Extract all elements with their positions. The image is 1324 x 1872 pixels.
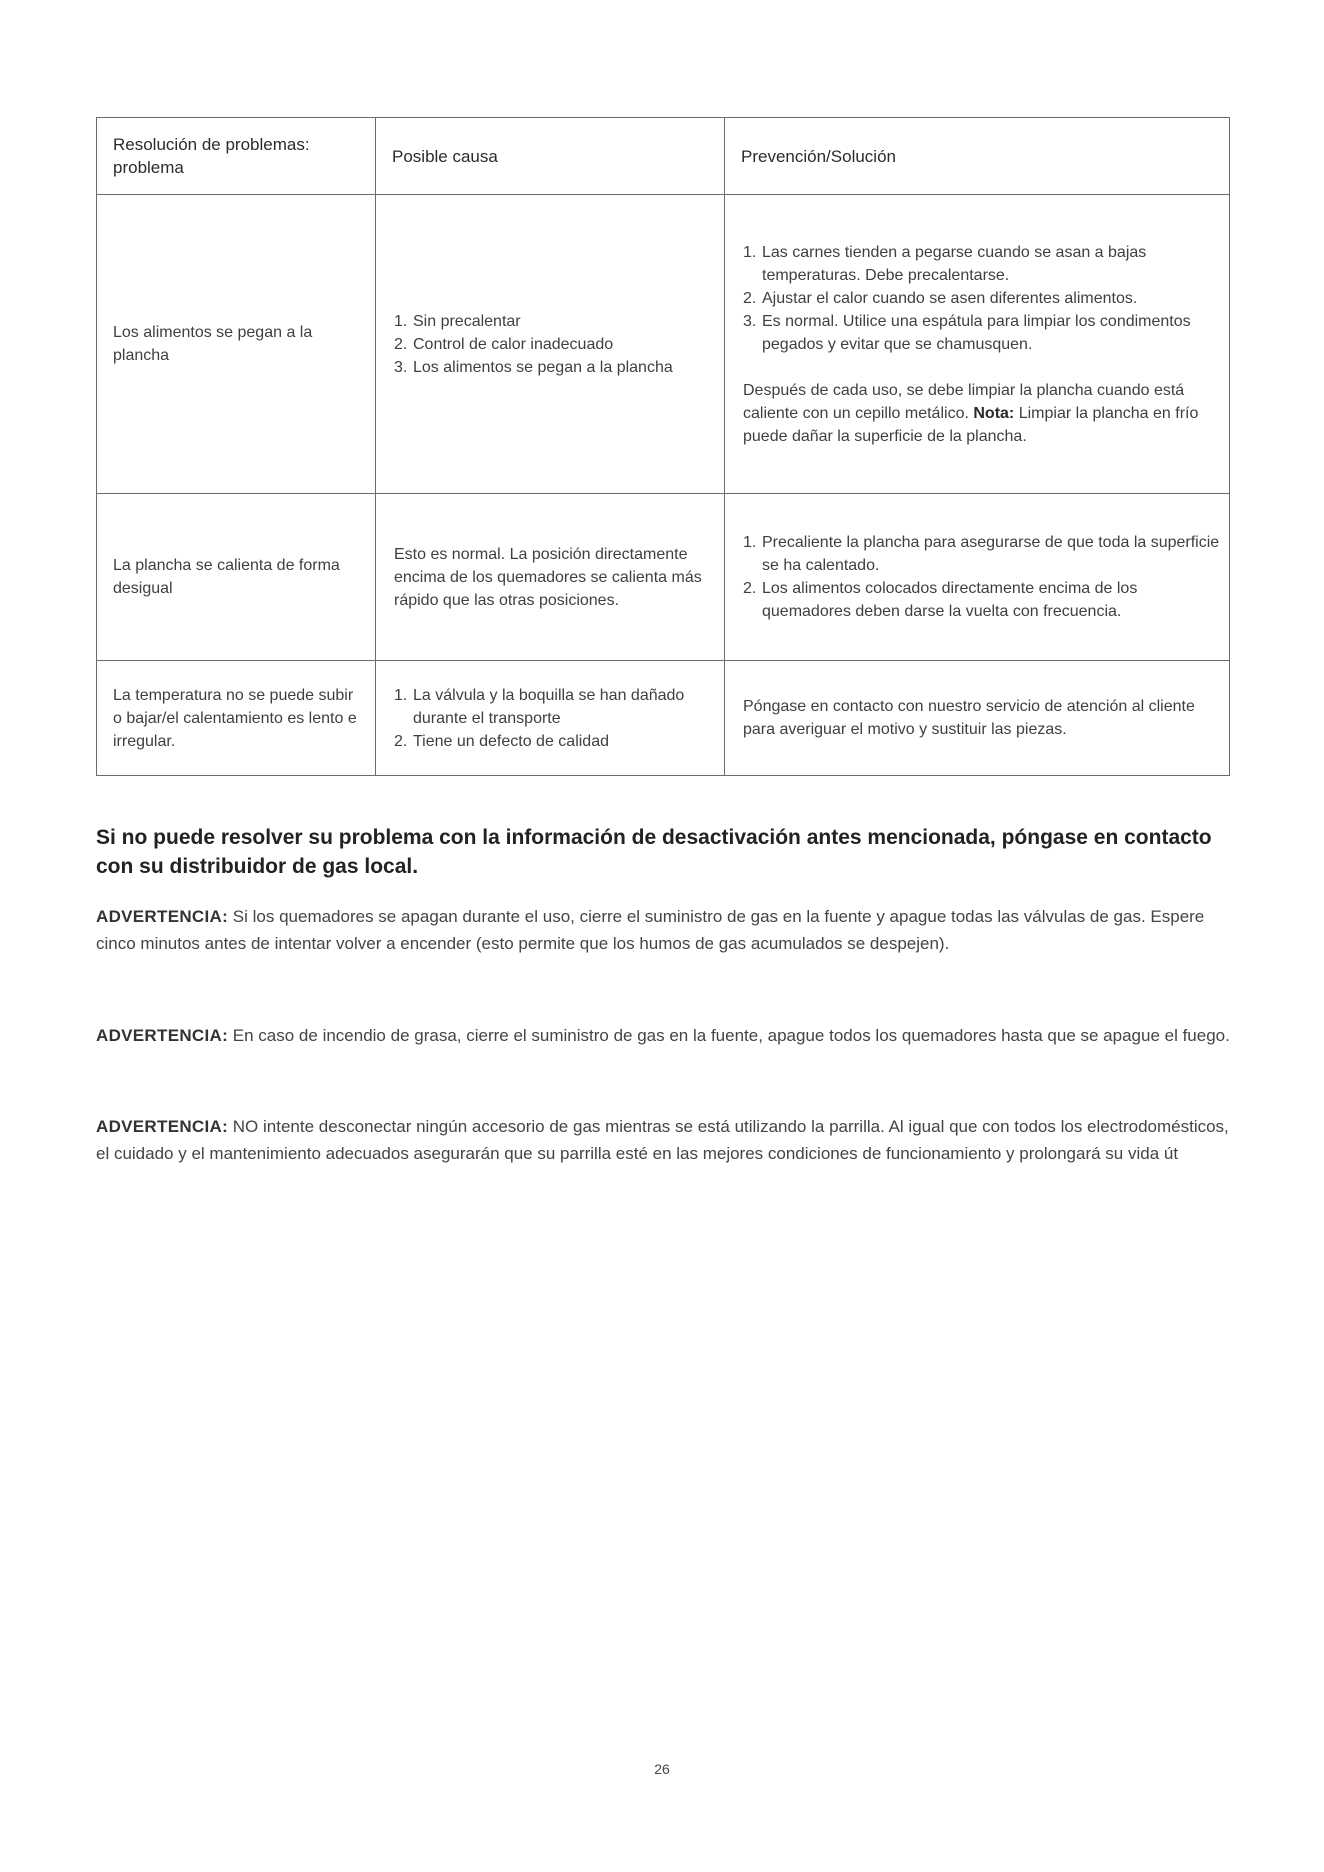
problem-cell: Los alimentos se pegan a la plancha <box>97 195 376 494</box>
cause-cell <box>376 661 725 776</box>
list-item: 2. Ajustar el calor cuando se asen diferentes alimentos. <box>743 289 1138 307</box>
table-header-row <box>97 118 1230 195</box>
header-problem: Resolución de problemas: problema <box>97 118 376 195</box>
list-item: 1. La válvula y la boquilla se han dañado durante el transporte <box>394 686 685 727</box>
solution-list <box>743 241 1223 356</box>
solution-list <box>743 531 1223 623</box>
warning-paragraph <box>96 1113 1236 1167</box>
warning-paragraph <box>96 1022 1236 1049</box>
list-item: 1. Sin precalentar <box>394 312 521 330</box>
solution-cell <box>725 494 1230 661</box>
table-row <box>97 661 1230 776</box>
cause-cell <box>376 195 725 494</box>
list-item: 2. Los alimentos colocados directamente encima de los quemadores deben darse la vuelta con frecuencia. <box>743 580 1138 620</box>
cleaning-note: Después de cada uso, se debe limpiar la plancha cuando está caliente con un cepillo metálico. Nota: Limpiar la plancha en frío puede dañar la superficie de la plancha. <box>743 381 1199 445</box>
solution-cell: Póngase en contacto con nuestro servicio de atención al cliente para averiguar el motivo y sustituir las piezas. <box>725 661 1230 776</box>
warning-text: En caso de incendio de grasa, cierre el suministro de gas en la fuente, apague todos los quemadores hasta que se apague el fuego. <box>232 1026 1230 1045</box>
warning-label: ADVERTENCIA: <box>96 1117 229 1136</box>
list-item: 2. Tiene un defecto de calidad <box>394 732 609 750</box>
header-solution: Prevención/Solución <box>725 118 1230 195</box>
header-cause: Posible causa <box>376 118 725 195</box>
troubleshooting-table <box>96 117 1230 776</box>
warning-text: Si los quemadores se apagan durante el uso, cierre el suministro de gas en la fuente y apague todas las válvulas de gas. Espere cinco minutos antes de intentar volver a encender (esto permite que los humos de gas acumulados se despejen). <box>96 907 1205 953</box>
list-item: 1. Las carnes tienden a pegarse cuando se asan a bajas temperaturas. Debe precalentarse. <box>743 243 1147 284</box>
table-row <box>97 195 1230 494</box>
list-item: 1. Precaliente la plancha para asegurarse de que toda la superficie se ha calentado. <box>743 534 1220 574</box>
cause-list <box>394 310 718 379</box>
list-item: 3. Es normal. Utilice una espátula para limpiar los condimentos pegados y evitar que se chamusquen. <box>743 312 1191 353</box>
cause-cell: Esto es normal. La posición directamente encima de los quemadores se calienta más rápido que las otras posiciones. <box>376 494 725 661</box>
page-number: 26 <box>654 1761 670 1777</box>
table-row <box>97 494 1230 661</box>
list-item: 2. Control de calor inadecuado <box>394 335 614 353</box>
warning-label: ADVERTENCIA: <box>96 907 229 926</box>
note-label: Nota: <box>973 404 1015 422</box>
contact-dealer-heading: Si no puede resolver su problema con la información de desactivación antes mencionada, póngase en contacto con su distribuidor de gas local. <box>96 826 1212 878</box>
warning-text: NO intente desconectar ningún accesorio de gas mientras se está utilizando la parrilla. Al igual que con todos los electrodomésticos, el cuidado y el mantenimiento adecuados asegurarán que su parrilla esté en las mejores condiciones de funcionamiento y prolongará su vida út <box>96 1117 1229 1163</box>
problem-cell: La plancha se calienta de forma desigual <box>97 494 376 661</box>
list-item: 3. Los alimentos se pegan a la plancha <box>394 358 673 376</box>
cause-list <box>394 684 718 753</box>
solution-cell <box>725 195 1230 494</box>
problem-cell: La temperatura no se puede subir o bajar/el calentamiento es lento e irregular. <box>97 661 376 776</box>
warning-paragraph <box>96 903 1236 957</box>
warning-label: ADVERTENCIA: <box>96 1026 229 1045</box>
